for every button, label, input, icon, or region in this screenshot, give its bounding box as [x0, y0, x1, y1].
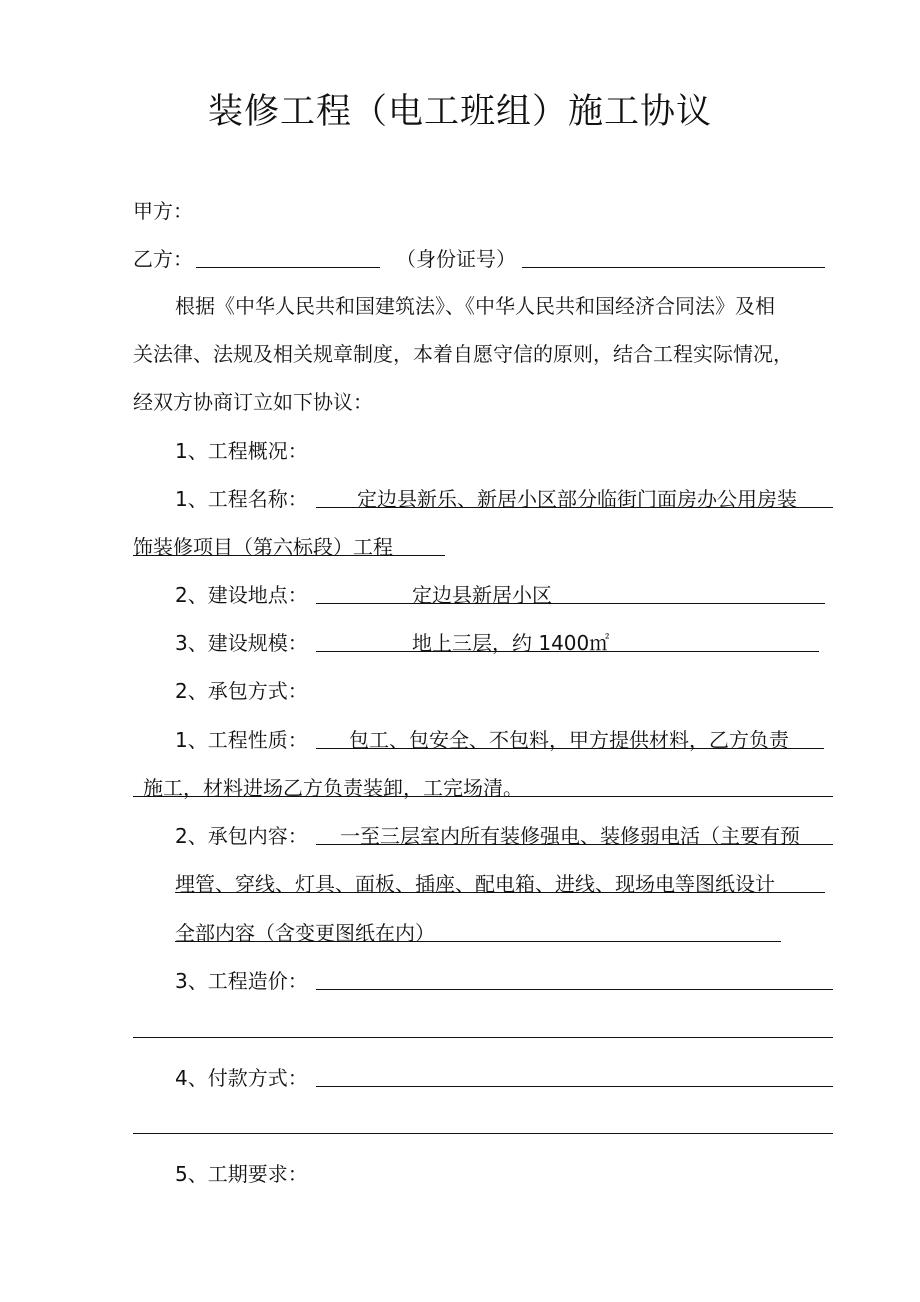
payment-blank-2 — [133, 1133, 833, 1134]
location-label: 2、建设地点： — [175, 583, 308, 607]
project-name-label: 1、工程名称： — [175, 487, 308, 511]
scale-label: 3、建设规模： — [175, 631, 308, 655]
party-a-label: 甲方： — [133, 199, 193, 223]
preamble-line-1: 根据《中华人民共和国建筑法》、《中华人民共和国经济合同法》及相 — [175, 294, 775, 318]
project-name-value-2: 饰装修项目（第六标段）工程 — [133, 535, 393, 559]
party-b-name-blank — [196, 267, 380, 268]
party-b-label: 乙方： — [133, 247, 193, 271]
payment-blank-1 — [316, 1086, 833, 1087]
scale-value: 地上三层，约 1400㎡ — [412, 631, 610, 655]
nature-value-1: 包工、包安全、不包料，甲方提供材料，乙方负责 — [349, 728, 789, 752]
payment-label: 4、付款方式： — [175, 1066, 308, 1090]
content-value-1: 一至三层室内所有装修强电、装修弱电活（主要有预 — [340, 824, 800, 848]
project-name-value-1: 定边县新乐、新居小区部分临街门面房办公用房装 — [357, 487, 797, 511]
price-blank-2 — [133, 1037, 833, 1038]
page-title: 装修工程（电工班组）施工协议 — [207, 92, 712, 132]
content-value-2: 埋管、穿线、灯具、面板、插座、配电箱、进线、现场电等图纸设计 — [175, 872, 775, 896]
location-value: 定边县新居小区 — [412, 583, 552, 607]
party-b-id-blank — [522, 267, 825, 268]
section-2-heading: 2、承包方式： — [175, 679, 308, 703]
location-underline — [316, 603, 825, 604]
nature-value-2: 施工，材料进场乙方负责装卸，工完场清。 — [143, 776, 523, 800]
price-blank-1 — [316, 989, 833, 990]
content-value-3: 全部内容（含变更图纸在内） — [175, 921, 435, 945]
preamble-line-2: 关法律、法规及相关规章制度，本着自愿守信的原则，结合工程实际情况， — [133, 342, 793, 366]
price-label: 3、工程造价： — [175, 969, 308, 993]
preamble-line-3: 经双方协商订立如下协议： — [133, 390, 373, 414]
section-1-heading: 1、工程概况： — [175, 439, 308, 463]
content-label: 2、承包内容： — [175, 824, 308, 848]
nature-label: 1、工程性质： — [175, 728, 308, 752]
schedule-label: 5、工期要求： — [175, 1162, 308, 1186]
party-b-id-label: （身份证号） — [396, 247, 516, 271]
